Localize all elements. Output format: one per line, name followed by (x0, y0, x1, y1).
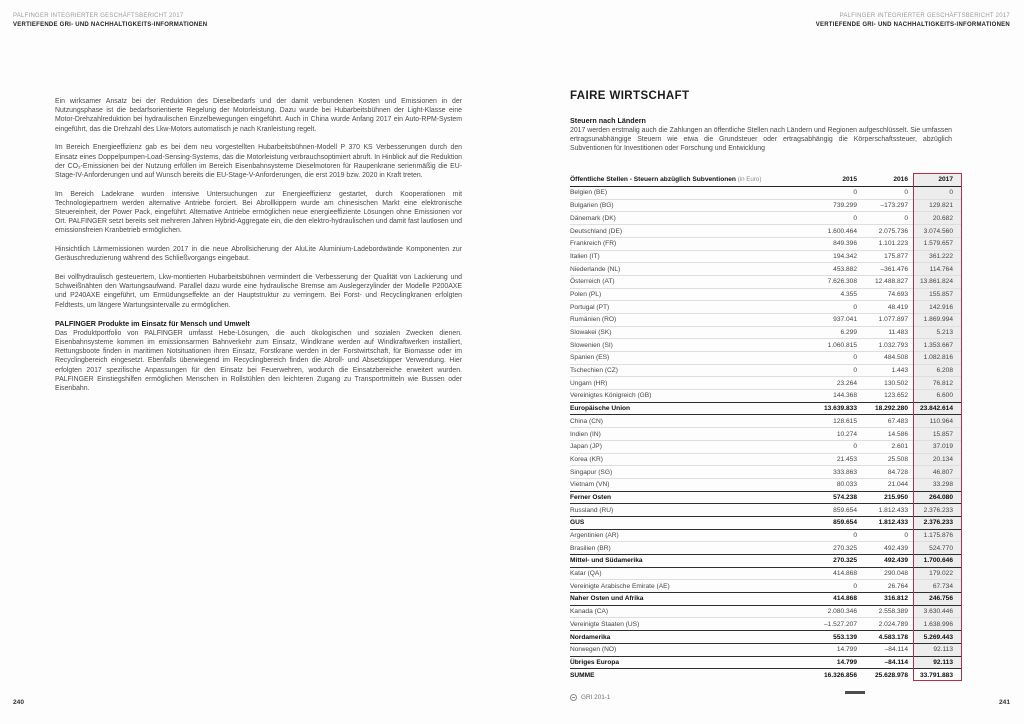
value-2015: 0 (777, 211, 862, 224)
value-2015: 4.355 (777, 288, 862, 301)
value-2015: 574.238 (777, 491, 862, 504)
value-2017: 129.821 (913, 199, 962, 212)
value-2016: 1.077.897 (862, 313, 913, 326)
value-2017: 114.764 (913, 262, 962, 275)
table-title-text: Öffentliche Stellen - Steuern abzüglich Subventionen (570, 175, 736, 183)
table-row (570, 668, 962, 681)
value-2017: 46.807 (913, 465, 962, 478)
row-label: Norwegen (NO) (570, 643, 777, 656)
value-2015: 453.882 (777, 262, 862, 275)
chapter-title: VERTIEFENDE GRI- UND NACHHALTIGKEITS-INFORMATIONEN (13, 21, 208, 28)
table-row (570, 414, 962, 427)
chapter-title: VERTIEFENDE GRI- UND NACHHALTIGKEITS-INFORMATIONEN (815, 21, 1010, 28)
value-2017: 1.700.646 (913, 554, 962, 567)
table-title (570, 173, 777, 188)
table-row (570, 262, 962, 275)
column-header-2016: 2016 (862, 173, 913, 188)
body-paragraph: Im Bereich Ladekrane wurden intensive Untersuchungen zur Energieeffizienz gestartet, durch Kooperationen mit Technologiepartnern werden alternative Antriebe forciert. Bei Abrollkippern wurde am chinesischen Markt eine elektronische Steuereinheit, der Power Pack, eingeführt. Alternative Antriebe ermöglichen neue energieeffiziente Lösungen ohne Emissionen vor Ort. PALFINGER setzt bereits seit mehreren Jahren Hybrid-Aggregate ein, die den elektro-hydraulischen und damit fast lautlosen und emissionsfreien Kranbetrieb ermöglichen. (55, 190, 463, 235)
value-2015: 859.654 (777, 516, 862, 529)
table-row (570, 199, 962, 212)
value-2015: 739.299 (777, 199, 862, 212)
row-label: Rumänien (RO) (570, 313, 777, 326)
value-2017: 110.964 (913, 414, 962, 427)
row-label: Kanada (CA) (570, 605, 777, 618)
value-2015: 1.600.464 (777, 224, 862, 237)
value-2017: 13.861.824 (913, 275, 962, 288)
gri-icon (570, 694, 577, 701)
table-row (570, 211, 962, 224)
value-2015: 6.299 (777, 326, 862, 339)
report-title: PALFINGER INTEGRIERTER GESCHÄFTSBERICHT 2017 (13, 13, 184, 19)
row-label: Vereinigte Arabische Emirate (AE) (570, 579, 777, 592)
row-label: Mittel- und Südamerika (570, 554, 777, 567)
value-2017: 264.080 (913, 491, 962, 504)
body-paragraph: Das Produktportfolio von PALFINGER umfasst Hebe-Lösungen, die auch ökologischen und sozialen Zwecken dienen. Eisenbahnsysteme kommen im emissionsarmen Bahnverkehr zum Einsatz, Windkrane werden auf Windkraftwerken installiert, Rettungsboote finden in maritimen Notsituationen ihren Einsatz, Forstkrane werden in der Forstwirtschaft, für Biomasse oder im Recyclingbereich eingesetzt. Ebenfalls überwiegend im Recyclingbereich finden die Abroll- und Absetzkipper Verwendung. Hier erfolgten 2017 spezifische Anpassungen für den Einsatz bei Feuerwehren, wodurch die Einsatzbereiche erweitert wurden. PALFINGER Einstiegshilfen ermöglichen Menschen in Rollstühlen den leichteren Zugang zu Transportmitteln wie Bussen oder Eisenbahn. (55, 329, 462, 392)
value-2015: 333.863 (777, 465, 862, 478)
row-label: Russland (RU) (570, 503, 777, 516)
page-number-left: 240 (13, 699, 25, 706)
value-2016: 2.601 (862, 440, 913, 453)
value-2017: 23.842.614 (913, 402, 962, 415)
row-label: Ungarn (HR) (570, 376, 777, 389)
row-label: Vietnam (VN) (570, 478, 777, 491)
value-2017: 6.600 (913, 389, 962, 402)
row-label: Niederlande (NL) (570, 262, 777, 275)
table-row (570, 313, 962, 326)
intro-paragraph: 2017 werden erstmalig auch die Zahlungen an öffentliche Stellen nach Ländern und Regionen aufgeschlüsselt. Sie umfassen ertragsunabhängige Steuern wie etwa die Grundsteuer oder ertragsabhängig die Körperschaftssteuer, abzüglich Subventionen für Investitionen oder Forschung und Entwicklung (570, 127, 952, 153)
page-title: FAIRE WIRTSCHAFT (570, 90, 690, 102)
value-2015: 0 (777, 440, 862, 453)
value-2017: 6.208 (913, 364, 962, 377)
value-2016: 0 (904, 189, 908, 197)
value-2017: 20.134 (913, 453, 962, 466)
table-row (570, 427, 962, 440)
value-2015: 144.368 (777, 389, 862, 402)
subsection-heading: Steuern nach Ländern (570, 116, 646, 125)
value-2015: 0 (777, 579, 862, 592)
value-2016: 175.877 (862, 250, 913, 263)
row-label: Portugal (PT) (570, 300, 777, 313)
table-row (570, 541, 962, 554)
table-row (570, 503, 962, 516)
value-2017: 2.376.233 (913, 503, 962, 516)
row-label: Korea (KR) (570, 453, 777, 466)
row-label: Übriges Europa (570, 656, 777, 669)
table-row (570, 288, 962, 301)
tax-table-body (570, 187, 962, 681)
value-2017: 3.630.446 (913, 605, 962, 618)
value-2015: 270.325 (777, 554, 862, 567)
value-2016: 12.488.827 (862, 275, 913, 288)
value-2016: 2.075.736 (862, 224, 913, 237)
value-2016: 2.024.789 (862, 617, 913, 630)
table-row (570, 300, 962, 313)
row-label: Bulgarien (BG) (570, 199, 777, 212)
gri-reference (570, 694, 967, 701)
gri-label: GRI 201-1 (581, 693, 611, 701)
row-label: China (CN) (570, 414, 777, 427)
table-row (570, 656, 962, 669)
value-2016: 484.508 (862, 351, 913, 364)
value-2015: 1.060.815 (777, 338, 862, 351)
table-row (570, 605, 962, 618)
value-2017: 179.022 (913, 567, 962, 580)
value-2016: 1.032.793 (862, 338, 913, 351)
value-2016: 4.583.178 (862, 630, 913, 643)
row-label: Argentinien (AR) (570, 529, 777, 542)
value-2016: 2.558.389 (862, 605, 913, 618)
column-header-2015: 2015 (777, 173, 862, 188)
row-label: Spanien (ES) (570, 351, 777, 364)
table-row (570, 187, 962, 199)
value-2015: 859.654 (777, 503, 862, 516)
value-2017: 92.113 (913, 643, 962, 656)
row-label: Belgien (BE) (570, 189, 608, 197)
value-2017: 92.113 (913, 656, 962, 669)
value-2016: –84.114 (862, 656, 913, 669)
value-2017: 5.213 (913, 326, 962, 339)
table-row (570, 643, 962, 656)
table-row (570, 402, 962, 415)
value-2015: 128.615 (777, 414, 862, 427)
table-row (570, 364, 962, 377)
value-2015: 553.139 (777, 630, 862, 643)
value-2017: 246.756 (913, 592, 962, 605)
value-2015: 270.325 (777, 541, 862, 554)
table-row (570, 275, 962, 288)
footer-bar (845, 691, 865, 694)
value-2015: 0 (853, 189, 857, 197)
value-2016: 492.439 (862, 541, 913, 554)
table-row (570, 592, 962, 605)
value-2017: 37.019 (913, 440, 962, 453)
section-heading: PALFINGER Produkte im Einsatz für Mensch und Umwelt (55, 319, 250, 329)
value-2016: 1.812.433 (862, 503, 913, 516)
value-2015: 2.080.346 (777, 605, 862, 618)
table-unit: (in Euro) (735, 175, 762, 183)
row-label: Europäische Union (570, 402, 777, 415)
value-2017: 76.812 (913, 376, 962, 389)
body-paragraph: Ein wirksamer Ansatz bei der Reduktion des Dieselbedarfs und der damit verbundenen Kosten und Emissionen in der Nutzungsphase ist die bedarfsorientierte Regelung der Motorleistung. Dazu wurde bei Hubarbeitsbühnen der Light-Klasse eine Motor-Drehzahlreduktion bei hydraulischen Einzelbewegungen eingeführt. Auch in China wurde Anfang 2017 ein Auto-RPM-System eingeführt, das die Drehzahl des Lkw-Motors automatisch je nach Kranleistung regelt. (55, 98, 462, 133)
row-label: Frankreich (FR) (570, 237, 777, 250)
table-row (570, 630, 962, 643)
row-label: Brasilien (BR) (570, 541, 777, 554)
value-2015: 7.626.308 (777, 275, 862, 288)
value-2017: 155.857 (913, 288, 962, 301)
row-label: Japan (JP) (570, 440, 777, 453)
table-row (570, 516, 962, 529)
value-2015: –1.527.207 (777, 617, 862, 630)
table-row (570, 338, 962, 351)
value-2015: 14.799 (777, 643, 862, 656)
table-row (570, 567, 962, 580)
value-2016: 18.292.280 (862, 402, 913, 415)
value-2016: 492.439 (862, 554, 913, 567)
report-title: PALFINGER INTEGRIERTER GESCHÄFTSBERICHT 2017 (839, 13, 1010, 19)
value-2015: 937.041 (777, 313, 862, 326)
table-row (570, 351, 962, 364)
value-2016: 215.950 (862, 491, 913, 504)
running-header-left (13, 12, 207, 29)
value-2016: –361.476 (862, 262, 913, 275)
table-row (570, 440, 962, 453)
value-2017: 20.682 (913, 211, 962, 224)
value-2017: 1.082.816 (913, 351, 962, 364)
value-2017: 2.376.233 (913, 516, 962, 529)
value-2015: 14.799 (777, 656, 862, 669)
value-2015: 414.868 (777, 567, 862, 580)
table-row (570, 326, 962, 339)
value-2016: 290.048 (862, 567, 913, 580)
table-header-row (570, 173, 962, 188)
value-2017: 67.734 (913, 579, 962, 592)
table-row (570, 579, 962, 592)
value-2015: 80.033 (777, 478, 862, 491)
body-paragraph: Hinsichtlich Lärmemissionen wurden 2017 in die neue Abrollsicherung der AluLite Aluminium-Ladebordwände Komponenten zur Geräuschreduzierung während des Schließvorgangs eingebaut. (55, 246, 462, 263)
table-row (570, 453, 962, 466)
value-2017: 1.869.994 (913, 313, 962, 326)
table-row (570, 617, 962, 630)
row-label: Indien (IN) (570, 427, 777, 440)
value-2015: 10.274 (777, 427, 862, 440)
value-2016: 0 (862, 211, 913, 224)
value-2016: 130.502 (862, 376, 913, 389)
row-label: Tschechien (CZ) (570, 364, 777, 377)
tax-table (570, 173, 962, 681)
row-label: Italien (IT) (570, 250, 777, 263)
value-2017: 3.074.560 (913, 224, 962, 237)
value-2016: 1.101.223 (862, 237, 913, 250)
body-paragraph: Im Bereich Energieeffizienz gab es bei dem neu vorgestellten Hubarbeitsbühnen-Modell P 370 KS Verbesserungen durch den Einsatz eines Doppelpumpen-Load-Sensing-Systems, das die Motorleistung verbrauchsoptimiert abruft. In Hinblick auf die Reduktion der CO₂-Emissionen bei der Nutzung erfüllen im Bereich Eisenbahnsysteme Dieselmotoren für Raupenkrane serienmäßig die EU-Stage-IV-Anforderungen und auf Wunsch bereits die EU-Stage-V-Anforderungen, die erst 2019 bzw. 2020 in Kraft treten. (55, 144, 462, 179)
running-header-right (816, 12, 1010, 29)
row-label: Slowenien (SI) (570, 338, 777, 351)
row-label: SUMME (570, 668, 777, 681)
row-label: Naher Osten und Afrika (570, 592, 777, 605)
row-label: Ferner Osten (570, 491, 777, 504)
table-row (570, 224, 962, 237)
value-2017: 15.857 (913, 427, 962, 440)
value-2017: 361.222 (913, 250, 962, 263)
value-2015: 849.396 (777, 237, 862, 250)
body-paragraph: Bei vollhydraulisch gesteuertem, Lkw-montierten Hubarbeitsbühnen vermindert die Verbesserung der Qualität von Lackierung und Schweißnähten den Wartungsaufwand. Parallel dazu wurde eine hydraulische Bremse am Auslegerzylinder der Modelle P200AXE und P240AXE eingeführt, um Ermüdungseffekte an der Hauptstruktur zu verringern. Bei Forst- und Recyclingkranen erfolgten Feldtests, um längere Wartungsintervalle zu ermöglichen. (55, 274, 462, 309)
value-2015: 0 (777, 351, 862, 364)
left-page-body (55, 97, 462, 393)
row-label: Nordamerika (570, 630, 777, 643)
value-2017: 1.638.996 (913, 617, 962, 630)
value-2015: 0 (777, 300, 862, 313)
value-2017: 524.770 (913, 541, 962, 554)
value-2017: 142.916 (913, 300, 962, 313)
value-2016: 26.764 (862, 579, 913, 592)
value-2016: –84.114 (862, 643, 913, 656)
value-2015: 23.264 (777, 376, 862, 389)
value-2015: 21.453 (777, 453, 862, 466)
value-2016: 84.728 (862, 465, 913, 478)
value-2017: 1.353.667 (913, 338, 962, 351)
value-2015: 16.326.856 (777, 668, 862, 681)
row-label: Polen (PL) (570, 288, 777, 301)
value-2016: 316.812 (862, 592, 913, 605)
value-2017: 1.175.876 (913, 529, 962, 542)
row-label: Deutschland (DE) (570, 224, 777, 237)
value-2015: 0 (777, 529, 862, 542)
table-row (570, 491, 962, 504)
row-label: Katar (QA) (570, 567, 777, 580)
row-label: Österreich (AT) (570, 275, 777, 288)
value-2016: 123.652 (862, 389, 913, 402)
column-header-2017: 2017 (913, 173, 962, 188)
row-label: Singapur (SG) (570, 465, 777, 478)
table-row (570, 250, 962, 263)
table-row (570, 529, 962, 542)
row-label: Vereinigte Staaten (US) (570, 617, 777, 630)
value-2016: 67.483 (862, 414, 913, 427)
row-label: Dänemark (DK) (570, 211, 777, 224)
value-2015: 414.868 (777, 592, 862, 605)
value-2017: 1.579.657 (913, 237, 962, 250)
value-2016: 21.044 (862, 478, 913, 491)
row-label: Slowakei (SK) (570, 326, 777, 339)
value-2016: 74.693 (862, 288, 913, 301)
value-2016: 25.508 (862, 453, 913, 466)
value-2016: 1.443 (862, 364, 913, 377)
value-2016: 0 (862, 529, 913, 542)
table-row (570, 465, 962, 478)
table-row (570, 478, 962, 491)
value-2015: 13.639.833 (777, 402, 862, 415)
row-label: GUS (570, 516, 777, 529)
value-2016: 11.483 (862, 326, 913, 339)
value-2016: 14.586 (862, 427, 913, 440)
table-row (570, 376, 962, 389)
value-2016: 1.812.433 (862, 516, 913, 529)
table-row (570, 237, 962, 250)
right-page-body (570, 90, 967, 701)
table-row (570, 554, 962, 567)
row-label: Vereinigtes Königreich (GB) (570, 389, 777, 402)
value-2017: 5.269.443 (913, 630, 962, 643)
value-2017: 0 (913, 187, 962, 199)
table-row (570, 389, 962, 402)
value-2017: 33.298 (913, 478, 962, 491)
value-2016: 48.419 (862, 300, 913, 313)
value-2016: –173.297 (862, 199, 913, 212)
value-2015: 0 (777, 364, 862, 377)
value-2015: 194.342 (777, 250, 862, 263)
page-number-right: 241 (998, 699, 1010, 706)
value-2016: 25.628.978 (862, 668, 913, 681)
value-2017: 33.791.883 (913, 668, 962, 681)
